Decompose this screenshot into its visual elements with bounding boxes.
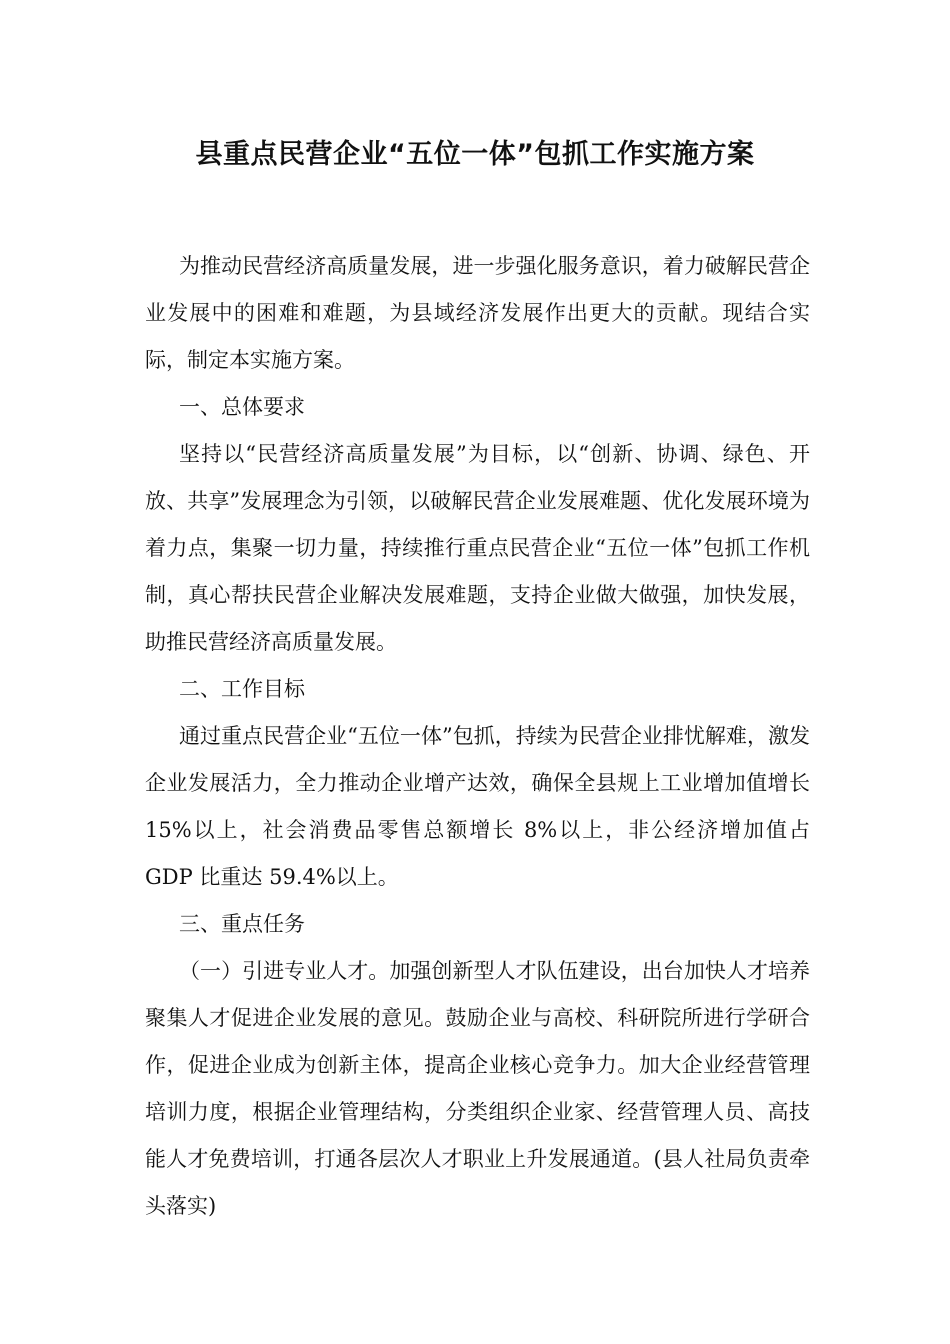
section-heading-work-goals: 二、工作目标: [179, 677, 305, 701]
intro-paragraph: 为推动民营经济高质量发展，进一步强化服务意识，着力破解民营企业发展中的困难和难题，为县域经济发展作出更大的贡献。现结合实际，制定本实施方案。: [145, 254, 810, 372]
general-requirements-paragraph: 坚持以“民营经济高质量发展”为目标，以“创新、协调、绿色、开放、共享”发展理念为引领，以破解民营企业发展难题、优化发展环境为着力点，集聚一切力量，持续推行重点民营企业“五位一体”包抓工作机制，真心帮扶民营企业解决发展难题，支持企业做大做强，加快发展，助推民营经济高质量发展。: [145, 442, 810, 654]
key-tasks-paragraph-1: （一）引进专业人才。加强创新型人才队伍建设，出台加快人才培养聚集人才促进企业发展的意见。鼓励企业与高校、科研院所进行学研合作，促进企业成为创新主体，提高企业核心竞争力。加大企业经营管理培训力度，根据企业管理结构，分类组织企业家、经营管理人员、高技能人才免费培训，打通各层次人才职业上升发展通道。(县人社局负责牵头落实): [145, 959, 810, 1218]
document-body: [145, 243, 810, 1230]
section-heading-general-requirements: 一、总体要求: [179, 395, 305, 419]
document-title: 县重点民营企业“五位一体”包抓工作实施方案: [195, 139, 755, 170]
section-heading-key-tasks: 三、重点任务: [179, 912, 305, 936]
work-goals-paragraph: 通过重点民营企业“五位一体”包抓，持续为民营企业排忧解难，激发企业发展活力，全力推动企业增产达效，确保全县规上工业增加值增长 15%以上，社会消费品零售总额增长 8%以上，非公经济增加值占 GDP 比重达 59.4%以上。: [145, 724, 810, 889]
